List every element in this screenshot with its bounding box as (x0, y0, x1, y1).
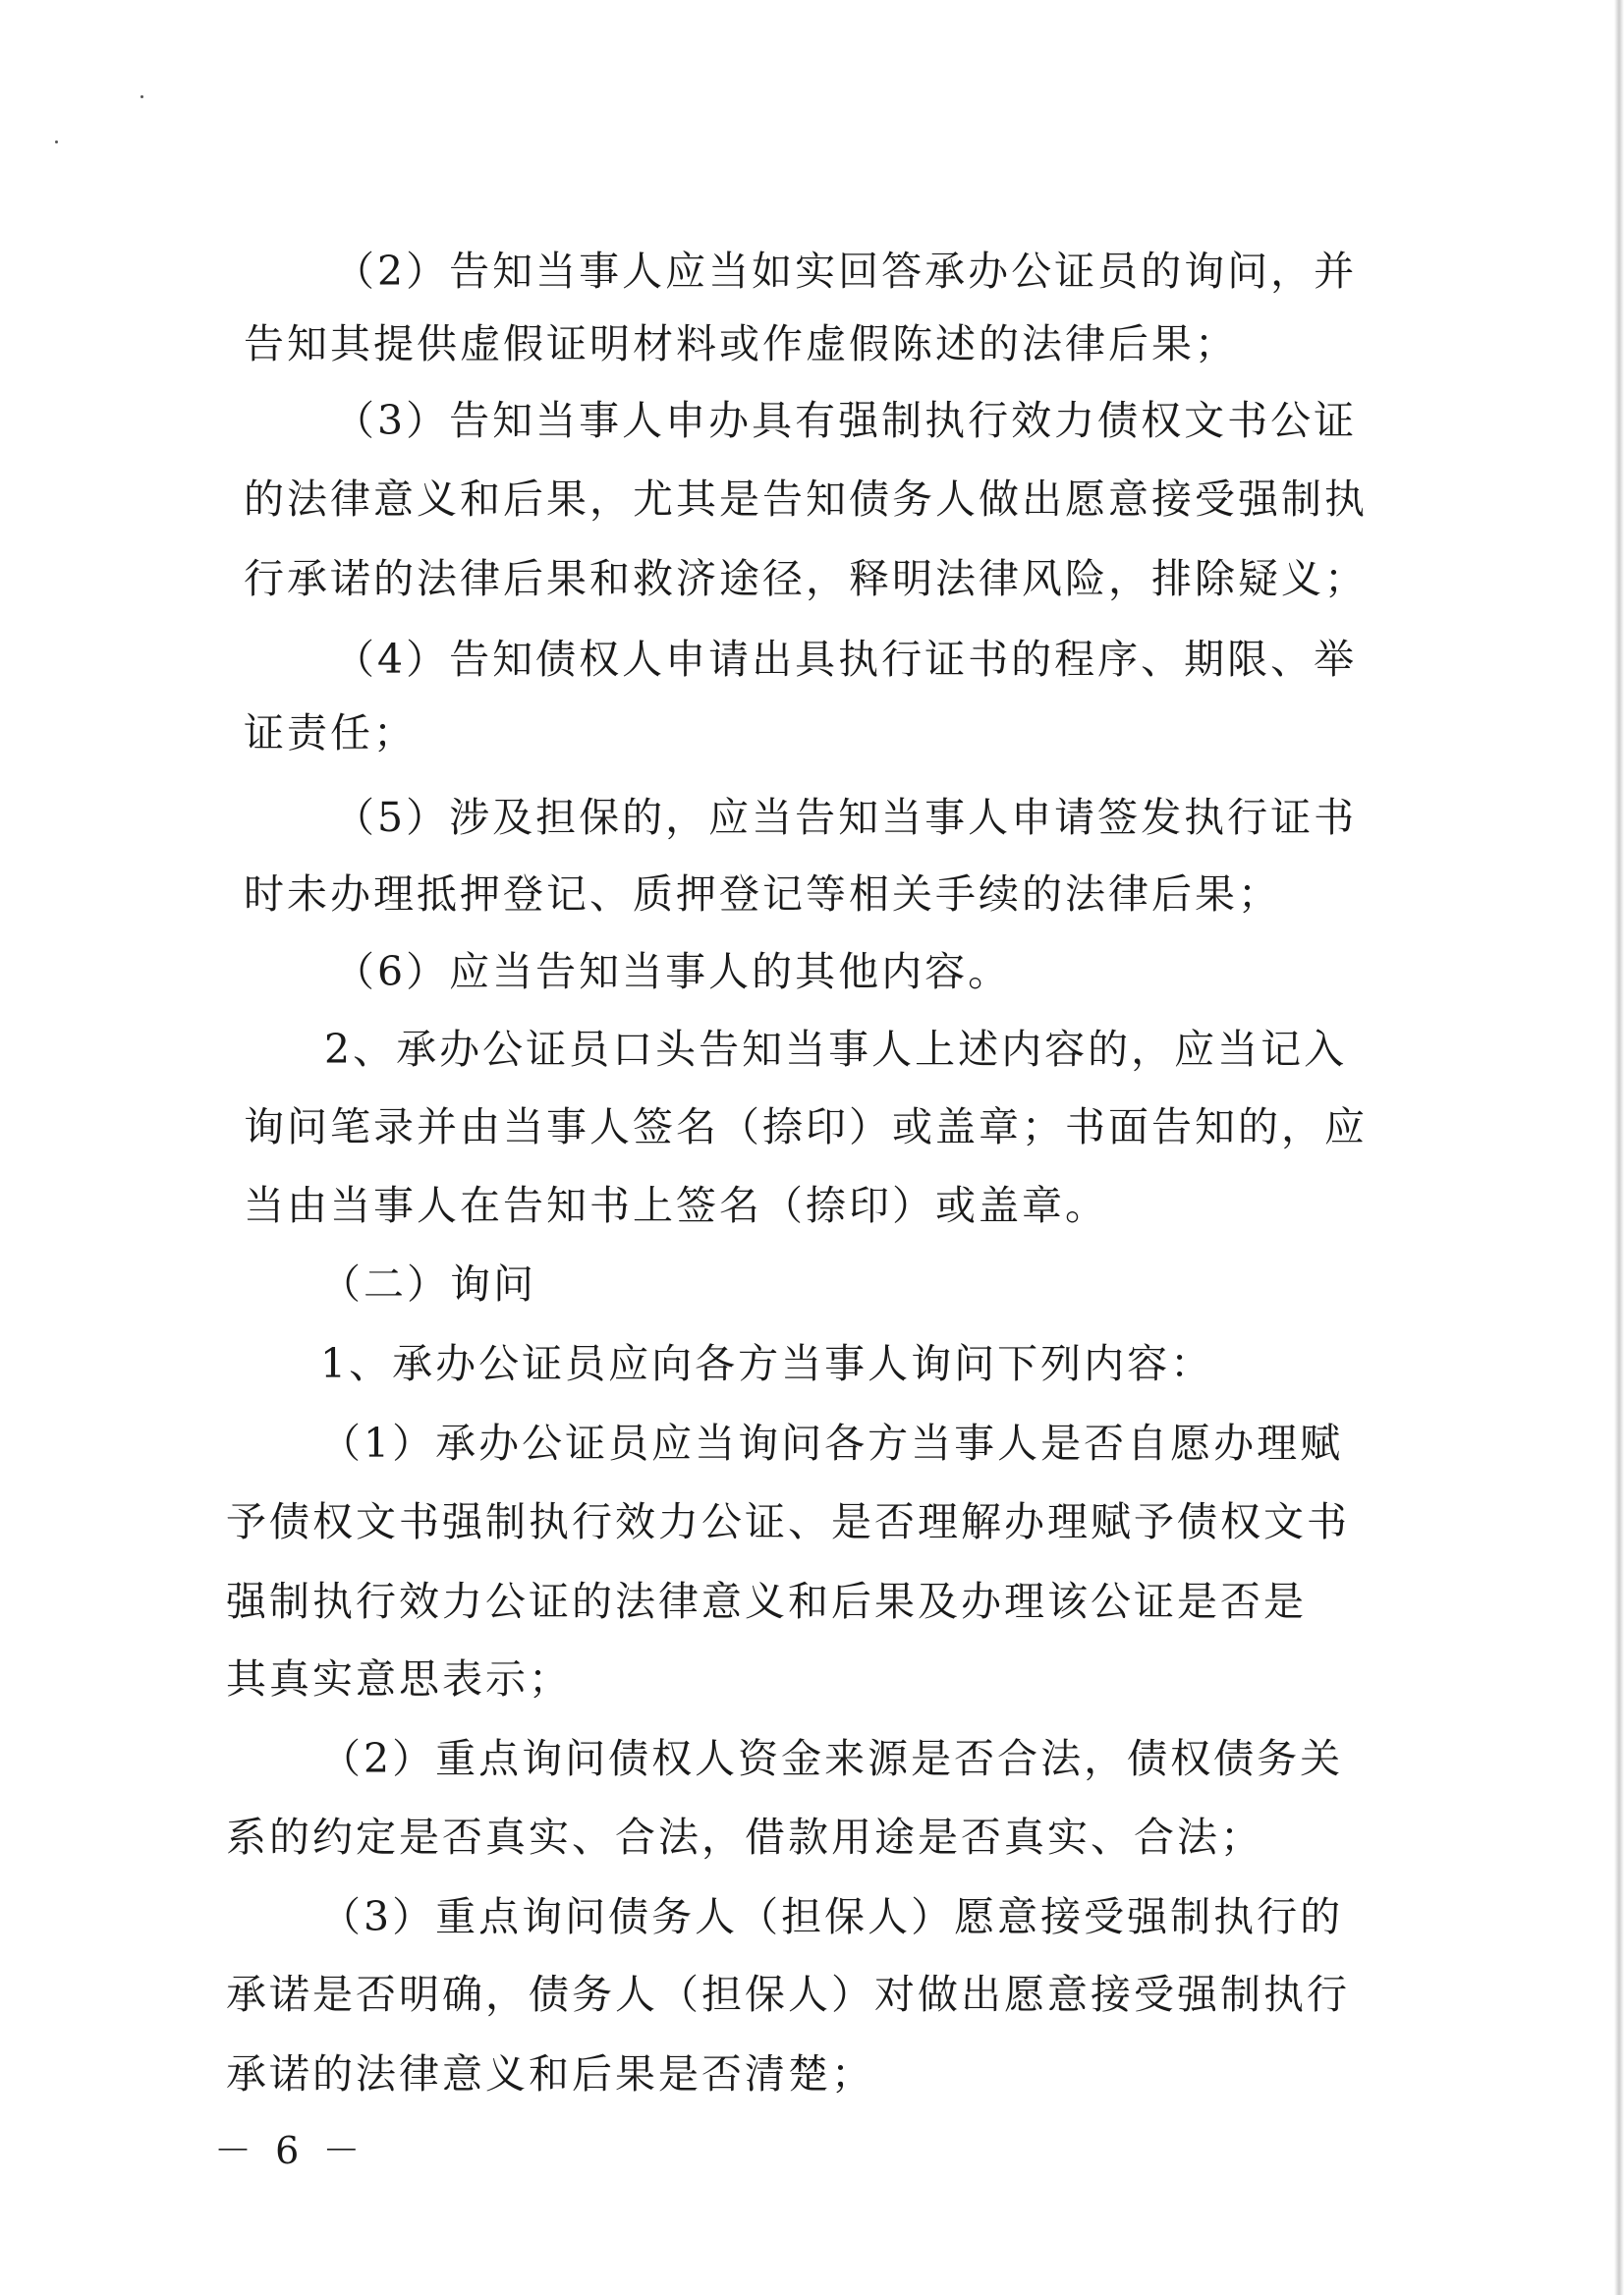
scan-speck (55, 140, 58, 143)
paragraph-line: （3）重点询问债务人（担保人）愿意接受强制执行的 (320, 1893, 1344, 1940)
paragraph-line: 证责任； (244, 709, 417, 756)
paragraph-line: 询问笔录并由当事人签名（捺印）或盖章；书面告知的，应 (244, 1103, 1368, 1150)
paragraph-line: （4）告知债权人申请出具执行证书的程序、期限、举 (334, 636, 1358, 683)
paragraph-line: 2、承办公证员口头告知当事人上述内容的，应当记入 (324, 1026, 1348, 1073)
paragraph-line: （2）重点询问债权人资金来源是否合法，债权债务关 (320, 1735, 1344, 1782)
paragraph-line: 1、承办公证员应向各方当事人询问下列内容： (320, 1340, 1214, 1387)
paragraph-line: 予债权文书强制执行效力公证、是否理解办理赋予债权文书 (226, 1498, 1350, 1545)
paragraph-line: 强制执行效力公证的法律意义和后果及办理该公证是否是 (226, 1578, 1307, 1625)
paragraph-line: 告知其提供虚假证明材料或作虚假陈述的法律后果； (244, 320, 1238, 367)
paragraph-line: 当由当事人在告知书上签名（捺印）或盖章。 (244, 1182, 1108, 1229)
paragraph-line: 时未办理抵押登记、质押登记等相关手续的法律后果； (244, 870, 1281, 918)
paragraph-line: （5）涉及担保的，应当告知当事人申请签发执行证书 (334, 794, 1358, 841)
paragraph-line: （2）告知当事人应当如实回答承办公证员的询问，并 (334, 248, 1358, 295)
paragraph-line: （3）告知当事人申办具有强制执行效力债权文书公证 (334, 397, 1358, 444)
paragraph-line: 承诺的法律意义和后果是否清楚； (226, 2050, 874, 2098)
page-number: － 6 － (214, 2129, 366, 2172)
paragraph-line: 行承诺的法律后果和救济途径，释明法律风险，排除疑义； (244, 555, 1368, 602)
scan-edge (1614, 0, 1624, 2295)
paragraph-line: 其真实意思表示； (226, 1655, 572, 1703)
scan-speck (140, 95, 143, 98)
paragraph-line: （6）应当告知当事人的其他内容。 (334, 948, 1012, 995)
paragraph-line: （1）承办公证员应当询问各方当事人是否自愿办理赋 (320, 1420, 1344, 1467)
section-heading: （二）询问 (320, 1260, 536, 1308)
paragraph-line: 系的约定是否真实、合法，借款用途是否真实、合法； (226, 1814, 1263, 1861)
paragraph-line: 的法律意义和后果，尤其是告知债务人做出愿意接受强制执 (244, 476, 1368, 523)
paragraph-line: 承诺是否明确，债务人（担保人）对做出愿意接受强制执行 (226, 1971, 1350, 2018)
